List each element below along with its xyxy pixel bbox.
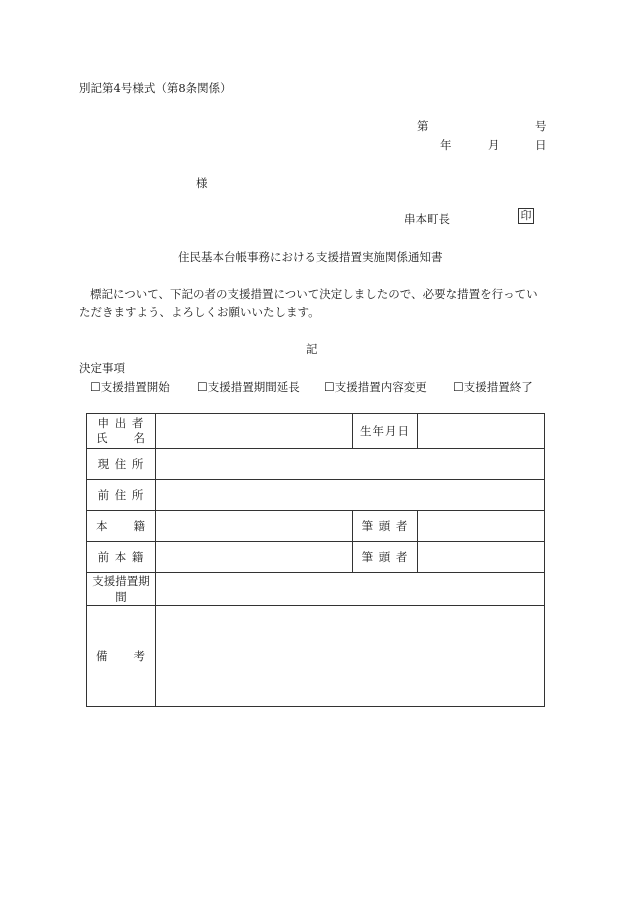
table-row-applicant <box>87 414 545 449</box>
seal-stamp: 印 <box>518 208 534 224</box>
form-number-label: 別記第4号様式（第8条関係） <box>79 81 232 95</box>
current-address-field[interactable] <box>156 449 545 480</box>
table-row-period <box>87 573 545 606</box>
table-row-current-address <box>87 449 545 480</box>
decision-option-start[interactable] <box>90 379 170 395</box>
option-label: 支援措置開始 <box>100 380 170 394</box>
sender-name: 串本町長 <box>404 212 450 226</box>
previous-honseki-label: 前 本 籍 <box>87 542 156 573</box>
option-label: 支援措置期間延長 <box>207 380 300 394</box>
birthdate-field[interactable] <box>418 414 545 449</box>
hittousha-label: 筆 頭 者 <box>353 511 418 542</box>
notification-table <box>86 413 545 707</box>
hittousha-field[interactable] <box>418 511 545 542</box>
checkbox-icon[interactable]: ☐ <box>324 380 335 394</box>
applicant-name-field[interactable] <box>156 414 353 449</box>
previous-address-field[interactable] <box>156 480 545 511</box>
date-month-label: 月 <box>488 138 500 152</box>
checkbox-icon[interactable]: ☐ <box>453 380 464 394</box>
decision-option-end[interactable] <box>453 379 533 395</box>
checkbox-icon[interactable]: ☐ <box>197 380 208 394</box>
table-row-remarks <box>87 606 545 707</box>
hittousha-field-2[interactable] <box>418 542 545 573</box>
table-row-previous-honseki <box>87 542 545 573</box>
document-number-prefix: 第 <box>417 119 429 133</box>
date-year-label: 年 <box>440 138 452 152</box>
body-paragraph: 標記について、下記の者の支援措置について決定しましたので、必要な措置を行っていただきますよう、よろしくお願いいたします。 <box>79 287 538 319</box>
honseki-label: 本 籍 <box>87 511 156 542</box>
decision-option-change[interactable] <box>324 379 427 395</box>
option-label: 支援措置終了 <box>463 380 533 394</box>
document-title: 住民基本台帳事務における支援措置実施関係通知書 <box>178 250 443 264</box>
table-row-previous-address <box>87 480 545 511</box>
document-number-suffix: 号 <box>535 119 547 133</box>
honseki-field[interactable] <box>156 511 353 542</box>
addressee-honorific: 様 <box>196 176 208 190</box>
hittousha-label-2: 筆 頭 者 <box>353 542 418 573</box>
current-address-label: 現 住 所 <box>87 449 156 480</box>
previous-address-label: 前 住 所 <box>87 480 156 511</box>
previous-honseki-field[interactable] <box>156 542 353 573</box>
checkbox-icon[interactable]: ☐ <box>90 380 101 394</box>
remarks-label: 備 考 <box>87 606 156 707</box>
table-row-honseki <box>87 511 545 542</box>
ki-heading: 記 <box>306 342 318 356</box>
birthdate-label: 生年月日 <box>353 414 418 449</box>
remarks-field[interactable] <box>156 606 545 707</box>
support-period-field[interactable] <box>156 573 545 606</box>
applicant-name-label: 申 出 者 氏 名 <box>87 414 156 449</box>
support-period-label: 支援措置期間 <box>87 573 156 606</box>
option-label: 支援措置内容変更 <box>334 380 427 394</box>
date-day-label: 日 <box>535 138 547 152</box>
decision-label: 決定事項 <box>79 361 125 375</box>
decision-option-extend[interactable] <box>197 379 300 395</box>
